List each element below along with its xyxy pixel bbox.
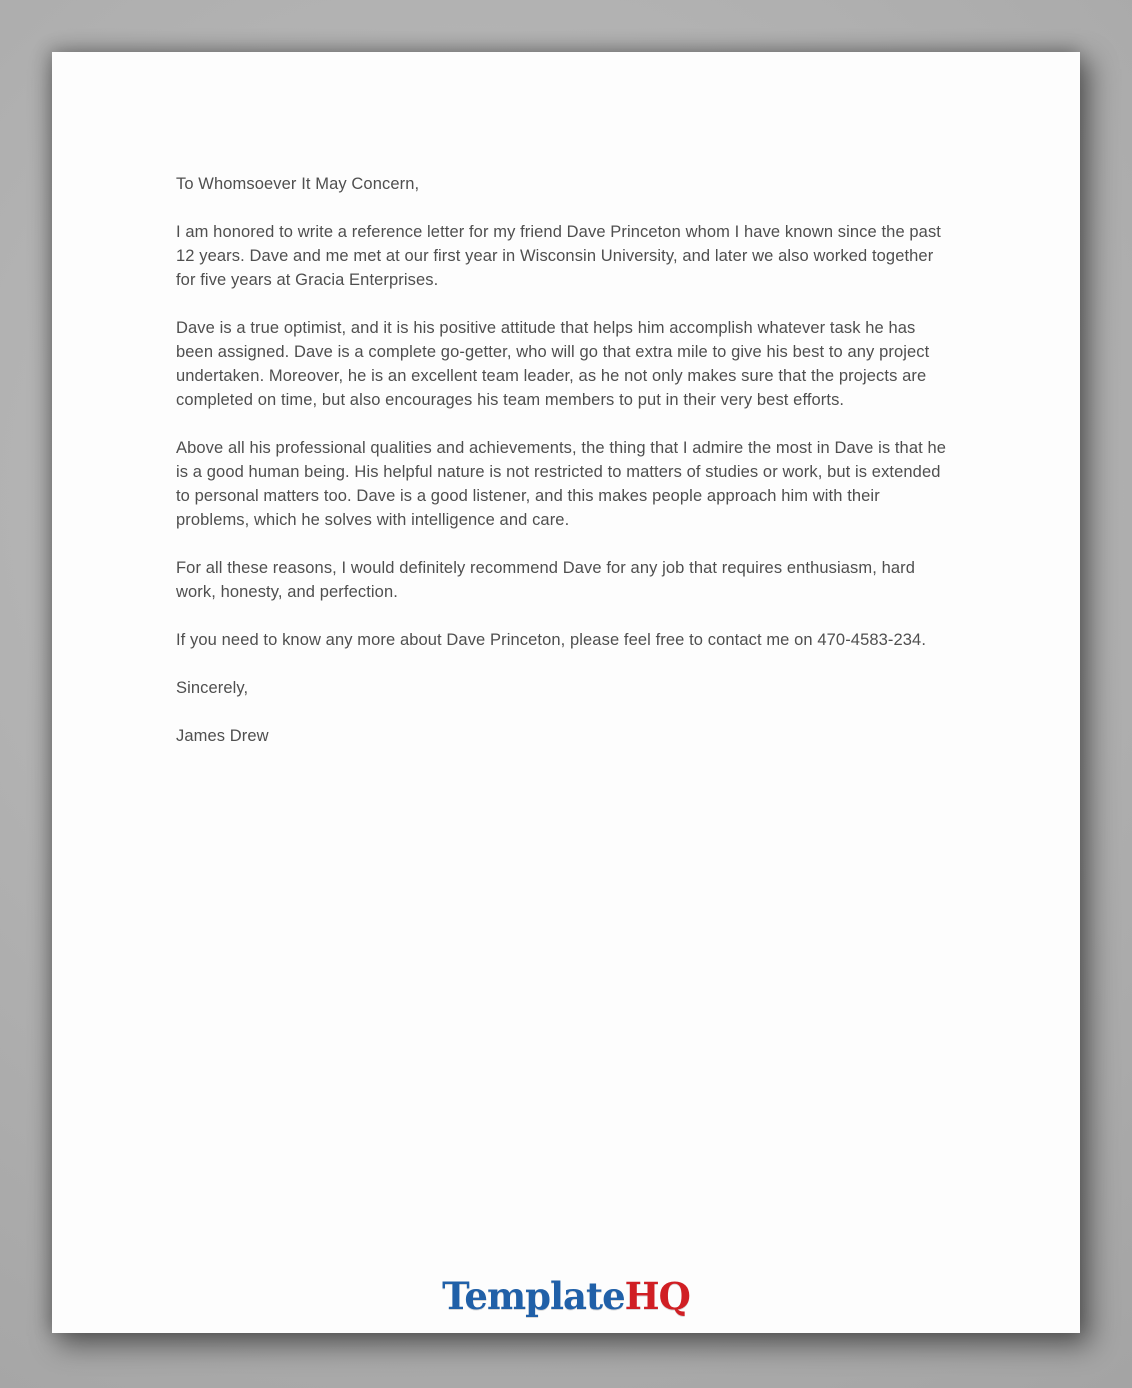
letter-paragraph: If you need to know any more about Dave Princeton, please feel free to contact me on 470-4583-234. xyxy=(176,631,927,649)
templatehq-logo xyxy=(52,1271,1080,1321)
salutation: To Whomsoever It May Concern, xyxy=(176,175,420,193)
letter-paragraph: I am honored to write a reference letter for my friend Dave Princeton whom I have known since the past 12 years. Dave and me met at our first year in Wisconsin University, and later we also worked together for five years at Gracia Enterprises. xyxy=(176,223,941,289)
letter-paragraph: For all these reasons, I would definitely recommend Dave for any job that requires enthusiasm, hard work, honesty, and perfection. xyxy=(176,559,916,601)
letter-page xyxy=(52,52,1080,1333)
closing: Sincerely, xyxy=(176,679,249,697)
letter-body xyxy=(176,172,948,772)
signature: James Drew xyxy=(176,727,269,745)
letter-paragraph: Dave is a true optimist, and it is his positive attitude that helps him accomplish whatever task he has been assigned. Dave is a complete go-getter, who will go that extra mile to give his best to any project undertaken. Moreover, he is an excellent team leader, as he not only makes sure that the projects are completed on time, but also encourages his team members to put in their very best efforts. xyxy=(176,319,930,409)
logo-text-template: Template xyxy=(442,1274,625,1318)
letter-paragraph: Above all his professional qualities and achievements, the thing that I admire the most in Dave is that he is a good human being. His helpful nature is not restricted to matters of studies or work, but is extended to personal matters too. Dave is a good listener, and this makes people approach him with their problems, which he solves with intelligence and care. xyxy=(176,439,947,529)
logo-text-hq: HQ xyxy=(624,1274,690,1318)
